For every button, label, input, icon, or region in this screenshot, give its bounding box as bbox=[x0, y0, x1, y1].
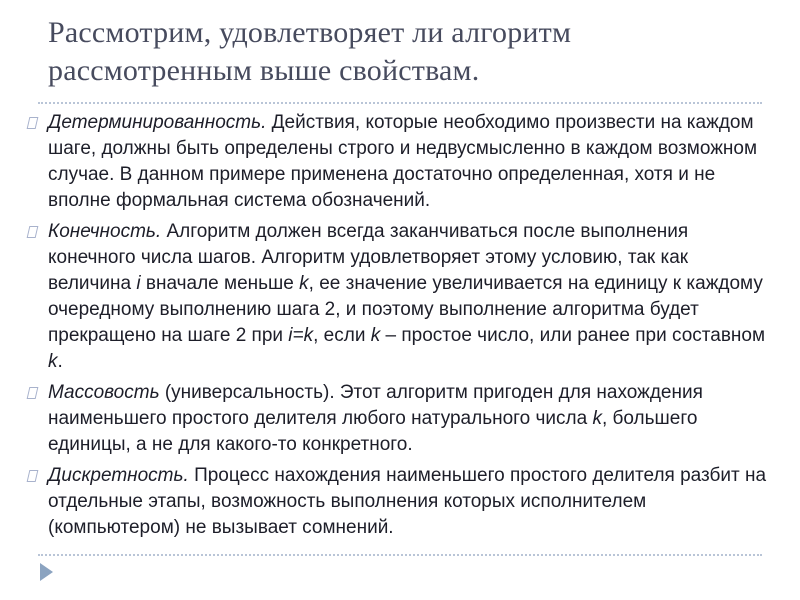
list-item bbox=[26, 380, 768, 458]
bullet-text: Массовость (универсальность). Этот алгоритм пригоден для нахождения наименьшего простого делителя любого натурального числа k, большего единицы, а не для какого-то конкретного. bbox=[48, 382, 703, 455]
slide-title bbox=[48, 14, 768, 90]
list-item bbox=[26, 219, 768, 375]
list-item bbox=[26, 110, 768, 214]
list-item bbox=[26, 463, 768, 541]
footer-arrow-icon bbox=[40, 563, 53, 581]
slide-title-line2: рассмотренным выше свойствам. bbox=[48, 54, 480, 87]
bullet-marker-icon bbox=[27, 470, 39, 482]
bullet-text: Дискретность. Процесс нахождения наименьшего простого делителя разбит на отдельные этапы, возможность выполнения которых исполнителем (компьютером) не вызывает сомнений. bbox=[48, 465, 767, 538]
bullet-text: Конечность. Алгоритм должен всегда заканчиваться после выполнения конечного числа шагов. Алгоритм удовлетворяет этому условию, так как величина i вначале меньше k, ее значение увеличивается на единицу к каждому очередному выполнению шага 2, и поэтому выполнение алгоритма будет прекращено на шаге 2 при i=k, если k – простое число, или ранее при составном k. bbox=[48, 221, 766, 372]
footer-divider-dotted-line bbox=[38, 554, 762, 556]
bullet-text: Детерминированность. Действия, которые необходимо произвести на каждом шаге, должны быть определены строго и недвусмысленно в каждом возможном случае. В данном примере применена достаточно определенная, хотя и не вполне формальная система обозначений. bbox=[48, 112, 758, 211]
slide-title-line1: Рассмотрим, удовлетворяет ли алгоритм bbox=[48, 16, 572, 49]
bullet-marker-icon bbox=[27, 117, 39, 129]
bullet-marker-icon bbox=[27, 226, 39, 238]
bullet-list bbox=[26, 110, 768, 546]
bullet-marker-icon bbox=[27, 387, 39, 399]
title-divider-dotted-line bbox=[38, 102, 762, 104]
